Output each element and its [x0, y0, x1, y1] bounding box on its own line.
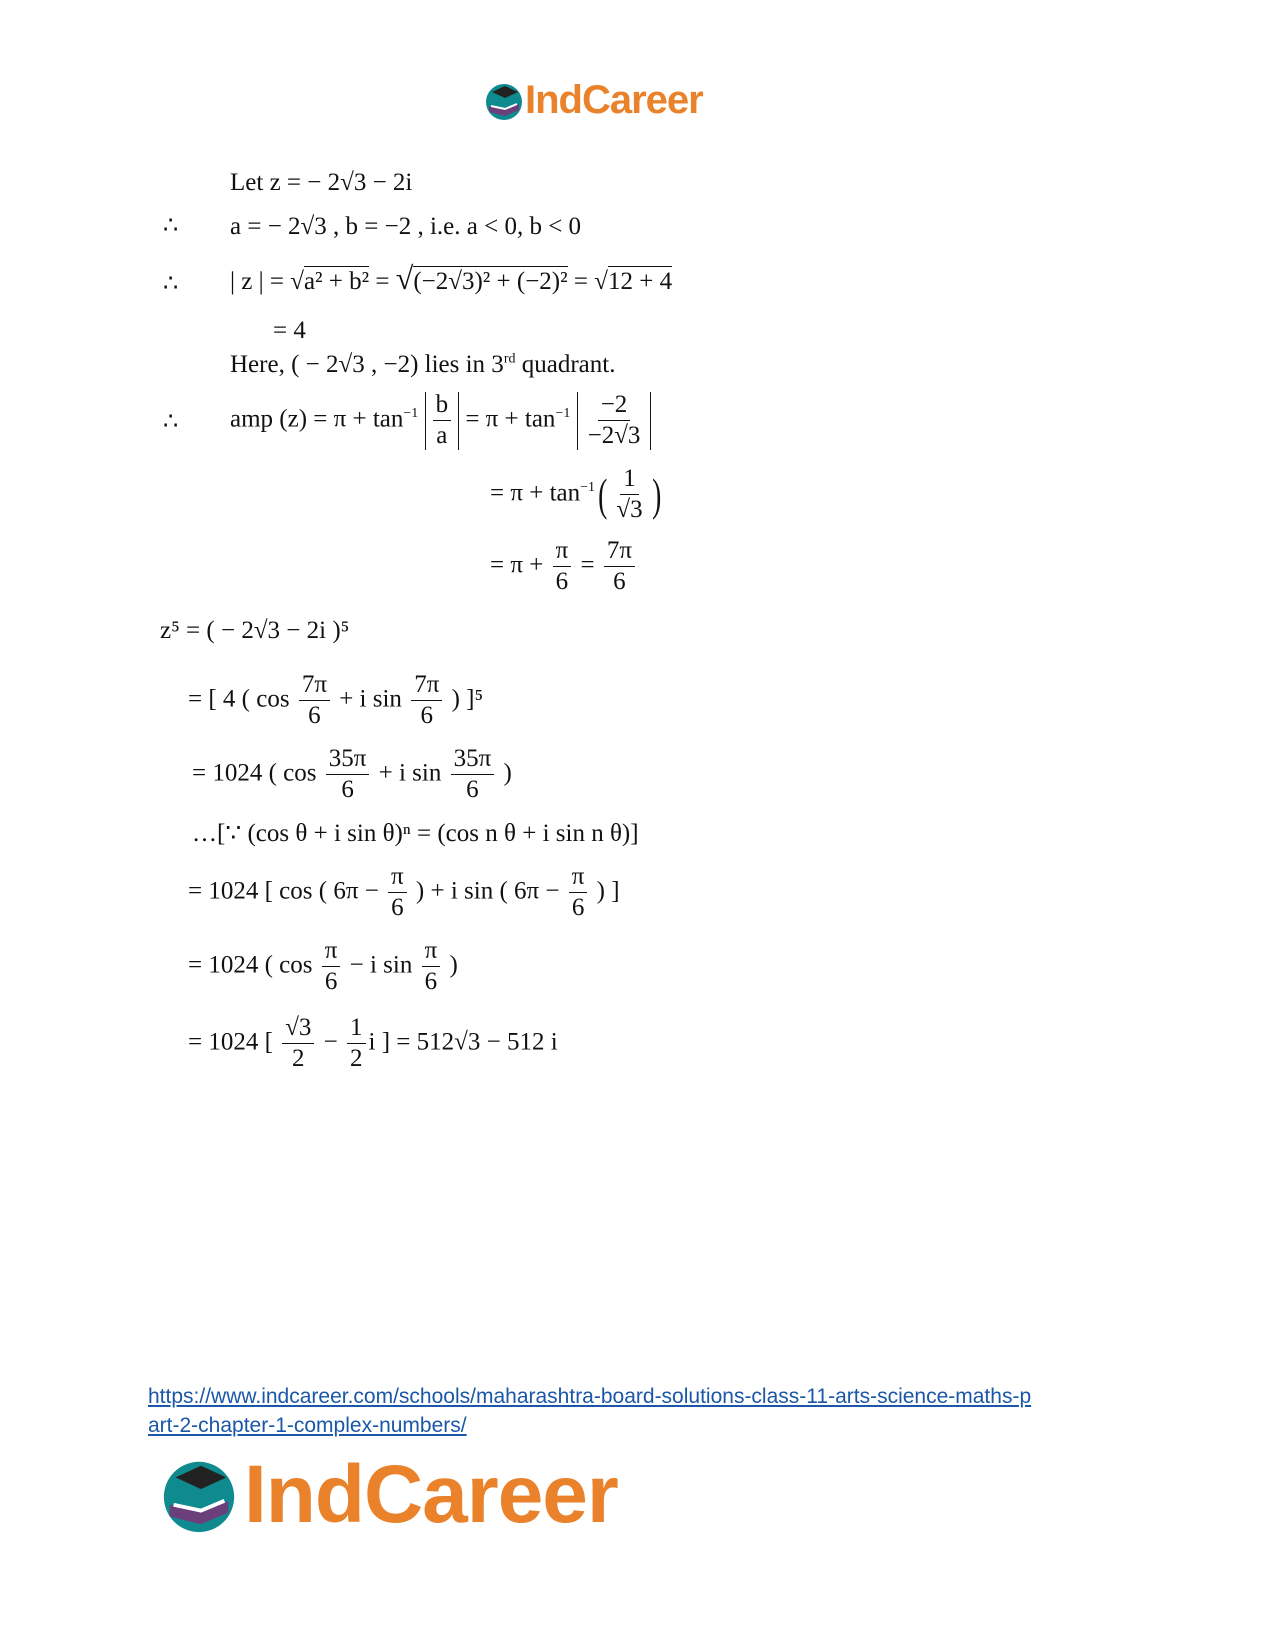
graduation-book-globe-icon — [158, 1454, 240, 1536]
math-line-11: = 1024 ( cos $\frac{35\pi}{6}$ + i sin $\frac{35\pi}{6}$ ) — [192, 745, 512, 804]
therefore-symbol-2: ∴ — [163, 271, 179, 297]
math-line-2: a = − 2√3 , b = −2 , i.e. a < 0, b < 0 — [230, 213, 582, 240]
math-line-12: …[∵ (cos θ + i sin θ)ⁿ = (cos n θ + i sin n θ)] — [192, 820, 639, 847]
math-line-5: Here, ( − 2√3 , −2) lies in 3rd quadrant. — [230, 351, 616, 378]
math-line-6: amp $(z) = \pi + \tan^{-1}$ $\frac{b}{a}$ = $\pi + \tan^{-1}$ $\frac{-2}{-2√3}$ — [230, 392, 651, 450]
math-line-13: = 1024 [ cos ( 6π − $\frac{\pi}{6}$ ) + i sin ( 6π − $\frac{\pi}{6}$ ) ] — [188, 863, 620, 922]
math-line-4: = 4 — [273, 317, 306, 344]
math-line-3: | z | = √a² + b² = √(−2√3)² + (−2)² = √12 + 4 — [230, 260, 673, 296]
graduation-book-globe-icon — [483, 80, 525, 122]
math-line-14: = 1024 ( cos $\frac{\pi}{6}$ − i sin $\frac{\pi}{6}$ ) — [188, 937, 458, 996]
source-link[interactable]: https://www.indcareer.com/schools/maharashtra-board-solutions-class-11-arts-science-maths-p art-2-chapter-1-complex-numbers/ — [148, 1385, 1032, 1437]
math-line-9: z⁵ = ( − 2√3 − 2i )⁵ — [160, 617, 350, 644]
footer-logo — [158, 1448, 618, 1542]
math-line-7: = $\pi + \tan^{-1}$( $\frac{1}{√3}$ ) — [490, 465, 661, 524]
math-line-8: = π + $\frac{\pi}{6}$ = $\frac{7\pi}{6}$ — [490, 538, 638, 596]
brand-name: IndCareer — [244, 1449, 618, 1540]
math-line-10: = [ 4 ( cos $\frac{7\pi}{6}$ + i sin $\frac{7\pi}{6}$ ) ]⁵ — [188, 671, 484, 730]
header-logo — [483, 78, 703, 123]
therefore-symbol-1: ∴ — [163, 213, 179, 239]
brand-name: IndCareer — [525, 78, 703, 122]
math-line-1: Let z = − 2√3 − 2i — [230, 169, 413, 196]
math-line-15: = 1024 [ $\frac{√3}{2}$ − $\frac{1}{2}$ i ] = 512√3 − 512 i — [188, 1014, 558, 1073]
therefore-symbol-3: ∴ — [163, 409, 179, 435]
